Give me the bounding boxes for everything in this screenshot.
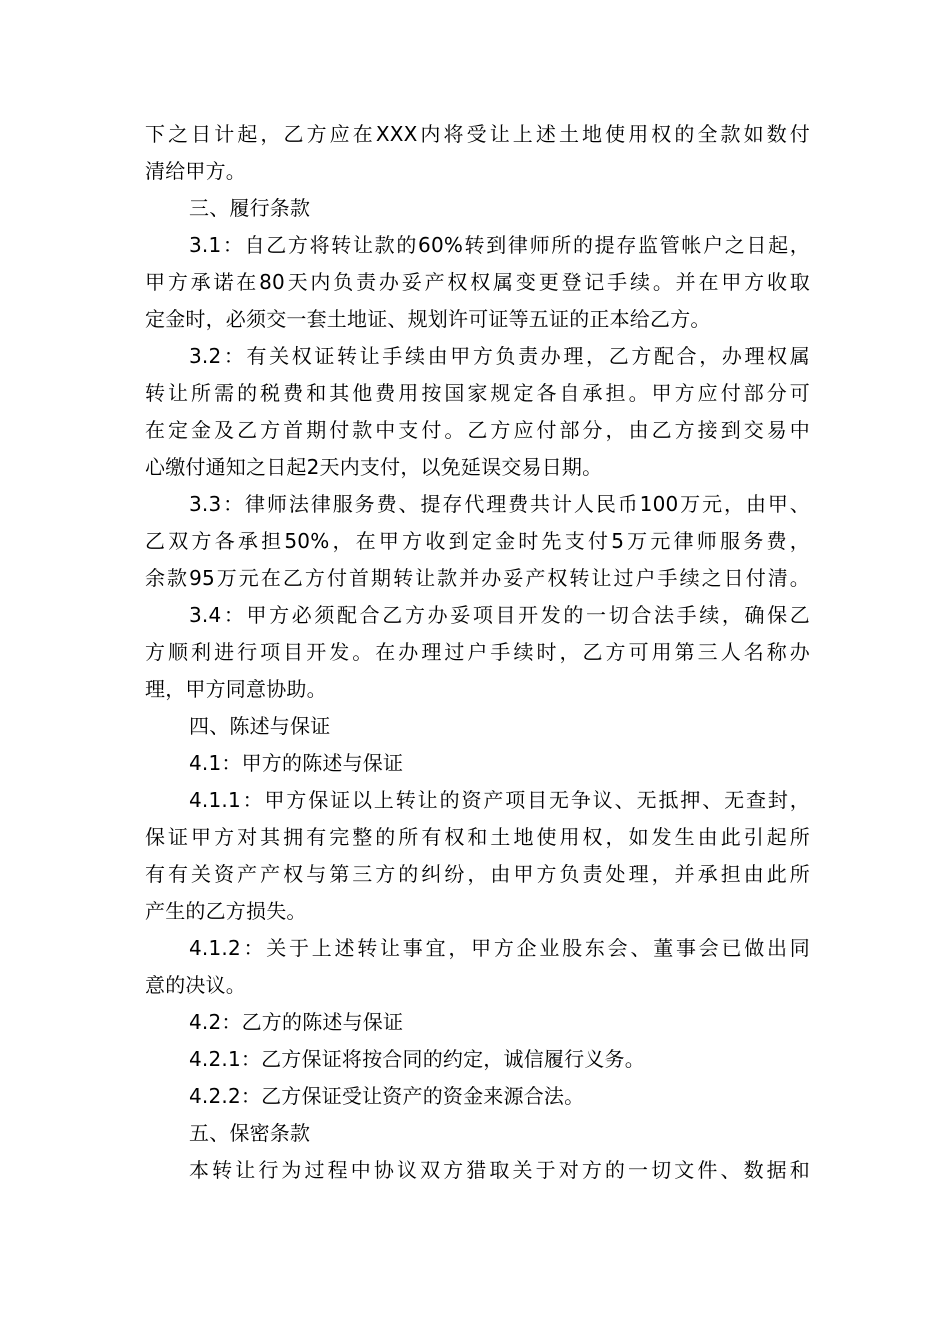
text-line: 转让所需的税费和其他费用按国家规定各自承担。甲方应付部分可 bbox=[145, 381, 810, 405]
text-line: 在定金及乙方首期付款中支付。乙方应付部分，由乙方接到交易中 bbox=[145, 418, 810, 442]
text-line: 下之日计起，乙方应在XXX内将受让上述土地使用权的全款如数付 bbox=[145, 122, 810, 146]
text-line: 产生的乙方损失。 bbox=[145, 899, 307, 923]
text-line: 清给甲方。 bbox=[145, 159, 246, 183]
text-line: 三、履行条款 bbox=[189, 196, 311, 220]
text-line: 意的决议。 bbox=[145, 973, 246, 997]
text-line: 心缴付通知之日起2天内支付，以免延误交易日期。 bbox=[145, 455, 603, 479]
text-line: 3.4：甲方必须配合乙方办妥项目开发的一切合法手续，确保乙 bbox=[189, 603, 810, 627]
text-line: 余款95万元在乙方付首期转让款并办妥产权转让过户手续之日付清。 bbox=[145, 566, 810, 590]
text-line: 理，甲方同意协助。 bbox=[145, 677, 327, 701]
text-line: 四、陈述与保证 bbox=[189, 714, 331, 738]
text-line: 4.2.2：乙方保证受让资产的资金来源合法。 bbox=[189, 1084, 585, 1108]
text-line: 4.1：甲方的陈述与保证 bbox=[189, 751, 404, 775]
text-line: 五、保密条款 bbox=[189, 1121, 311, 1145]
text-line: 保证甲方对其拥有完整的所有权和土地使用权，如发生由此引起所 bbox=[145, 825, 810, 849]
text-line: 4.2.1：乙方保证将按合同的约定，诚信履行义务。 bbox=[189, 1047, 645, 1071]
text-line: 3.2：有关权证转让手续由甲方负责办理，乙方配合，办理权属 bbox=[189, 344, 810, 368]
document-body bbox=[145, 116, 810, 1189]
text-line: 有有关资产产权与第三方的纠纷，由甲方负责处理，并承担由此所 bbox=[145, 862, 810, 886]
text-line: 4.1.2：关于上述转让事宜，甲方企业股东会、董事会已做出同 bbox=[189, 936, 810, 960]
text-line: 3.1：自乙方将转让款的60%转到律师所的提存监管帐户之日起， bbox=[189, 233, 810, 257]
text-line: 乙双方各承担50%，在甲方收到定金时先支付5万元律师服务费， bbox=[145, 529, 810, 553]
text-line: 定金时，必须交一套土地证、规划许可证等五证的正本给乙方。 bbox=[145, 307, 711, 331]
text-line: 4.1.1：甲方保证以上转让的资产项目无争议、无抵押、无查封， bbox=[189, 788, 810, 812]
text-line: 3.3：律师法律服务费、提存代理费共计人民币100万元，由甲、 bbox=[189, 492, 810, 516]
text-line: 方顺利进行项目开发。在办理过户手续时，乙方可用第三人名称办 bbox=[145, 640, 810, 664]
text-line: 甲方承诺在80天内负责办妥产权权属变更登记手续。并在甲方收取 bbox=[145, 270, 810, 294]
text-line: 4.2：乙方的陈述与保证 bbox=[189, 1010, 404, 1034]
text-line: 本转让行为过程中协议双方猎取关于对方的一切文件、数据和 bbox=[189, 1158, 810, 1182]
